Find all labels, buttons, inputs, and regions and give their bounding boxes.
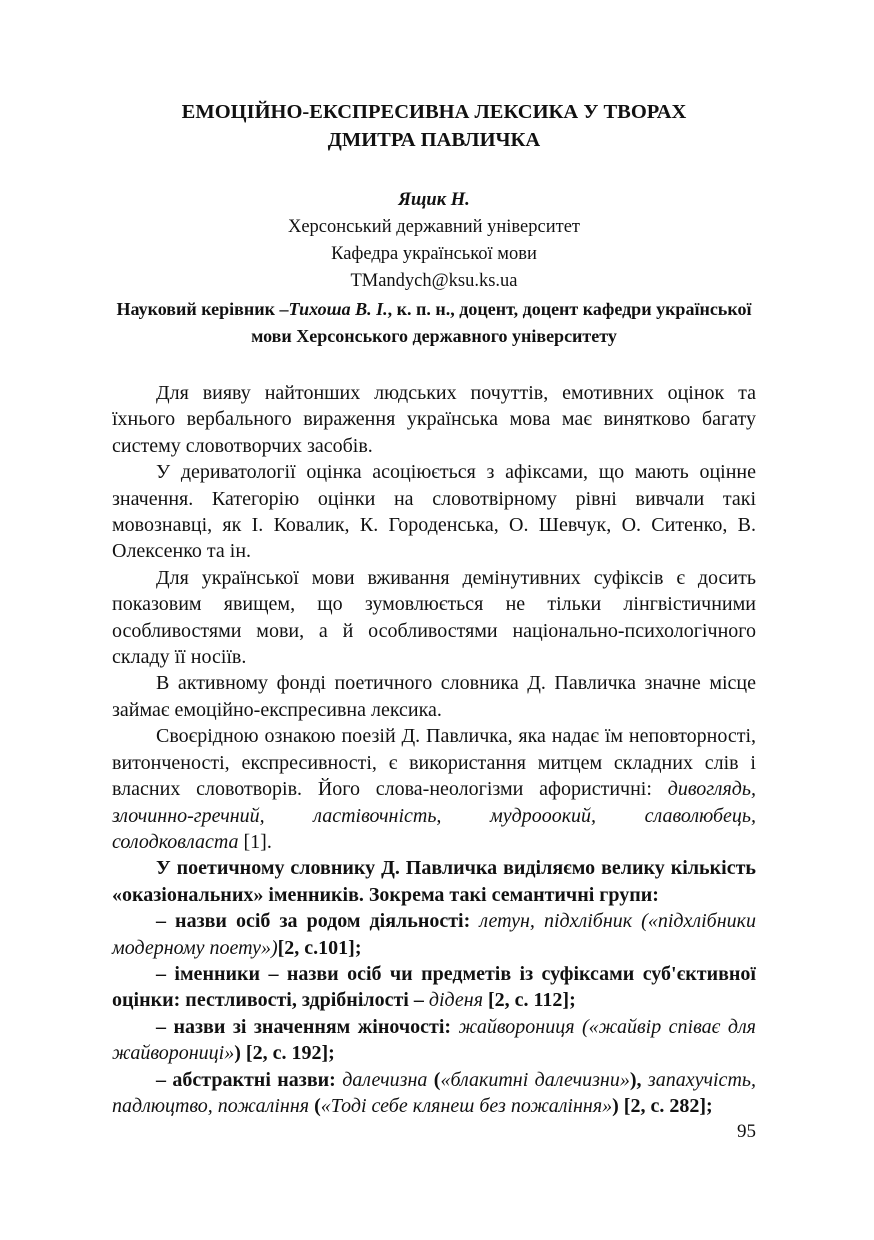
list-item — [112, 908, 756, 961]
list-item-punct: ( — [427, 1068, 441, 1091]
title-line-1: ЕМОЦІЙНО-ЕКСПРЕСИВНА ЛЕКСИКА У ТВОРАХ — [181, 101, 687, 123]
paragraph-5-text: Своєрідною ознакою поезій Д. Павличка, яка надає їм неповторності, витонченості, експресивності, є використання митцем складних слів і власних словотворів. Його слова-неологізми афористичні: — [112, 725, 756, 801]
author-block — [112, 187, 756, 295]
list-item-ref: ) [2, с. 282]; — [612, 1094, 713, 1117]
list-item — [112, 1067, 756, 1120]
article-title — [112, 98, 756, 154]
title-line-2: ДМИТРА ПАВЛИЧКА — [327, 129, 541, 151]
department: Кафедра української мови — [331, 244, 537, 264]
paragraph-5-examples: дивоглядь, злочинно-гречний, ластівочність, мудрооокий, славолюбець, солодковласта — [112, 778, 757, 853]
list-item-punct: ), — [629, 1068, 648, 1091]
page-number: 95 — [737, 1121, 756, 1142]
page-content — [112, 98, 756, 1119]
list-item-examples: запахучість, падлюцтво, пожаління — [112, 1068, 756, 1117]
list-item-ref: [2, с.101]; — [277, 936, 362, 959]
supervisor-line — [112, 296, 756, 350]
list-item-examples: далечизна — [342, 1068, 428, 1091]
list-item-examples: діденя — [428, 989, 483, 1012]
list-item-examples: жайворониця («жайвір співає для жайворониці» — [112, 1015, 756, 1065]
list-item-label: – назви осіб за родом діяльності: — [156, 910, 480, 933]
list-item — [112, 1014, 756, 1067]
paragraph-4: В активному фонді поетичного словника Д. Павличка значне місце займає емоційно-експресивна лексика. — [112, 672, 756, 721]
email: TMandych@ksu.ks.ua — [350, 271, 518, 291]
paragraph-5 — [112, 723, 756, 855]
list-item-examples: «блакитні далечизни» — [440, 1068, 630, 1091]
supervisor-details: , к. п. н., доцент, доцент кафедри української мови Херсонського державного університету — [251, 299, 752, 346]
paragraph-5-ref: [1]. — [238, 830, 272, 853]
university: Херсонський державний університет — [287, 217, 581, 237]
paragraph-3: Для української мови вживання демінутивних суфіксів є досить показовим явищем, що зумовлюється не тільки лінгвістичними особливостями мови, а й особливостями національно-психологічного складу її носіїв. — [112, 566, 756, 669]
author-name: Ящик Н. — [398, 190, 470, 210]
article-body — [112, 380, 756, 1119]
paragraph-1: Для вияву найтонших людських почуттів, емотивних оцінок та їхнього вербального вираження українська мова має винятково багату систему словотворчих засобів. — [112, 382, 756, 457]
list-item-label: – іменники – назви осіб чи предметів із суфіксами суб'єктивної оцінки: пестливості, здрібнілості – — [112, 962, 756, 1012]
paragraph-2: У дериватології оцінка асоціюється з афіксами, що мають оцінне значення. Категорію оцінки на словотвірному рівні вивчали такі мовознавці, як І. Ковалик, К. Городенська, О. Шевчук, О. Ситенко, В. Олексенко та ін. — [112, 461, 756, 563]
supervisor-label: Науковий керівник – — [116, 299, 289, 319]
list-item-label: – назви зі значенням жіночості: — [156, 1015, 459, 1038]
list-item — [112, 961, 756, 1014]
list-item-punct: ( — [309, 1094, 321, 1117]
list-item-examples: «Тоді себе клянеш без пожаління» — [320, 1094, 613, 1117]
list-item-examples: летун, підхлібник («підхлібники модерному поету») — [112, 910, 756, 959]
paragraph-6: У поетичному словнику Д. Павличка виділяємо велику кількість «оказіональних» іменників. Зокрема такі семантичні групи: — [112, 857, 756, 906]
list-item-ref: [2, с. 112]; — [483, 989, 576, 1012]
list-item-label: – абстрактні назви: — [156, 1068, 343, 1091]
semantic-groups-list — [112, 908, 756, 1119]
supervisor-name: Тихоша В. І. — [288, 299, 388, 319]
list-item-ref: ) [2, с. 192]; — [234, 1042, 335, 1065]
